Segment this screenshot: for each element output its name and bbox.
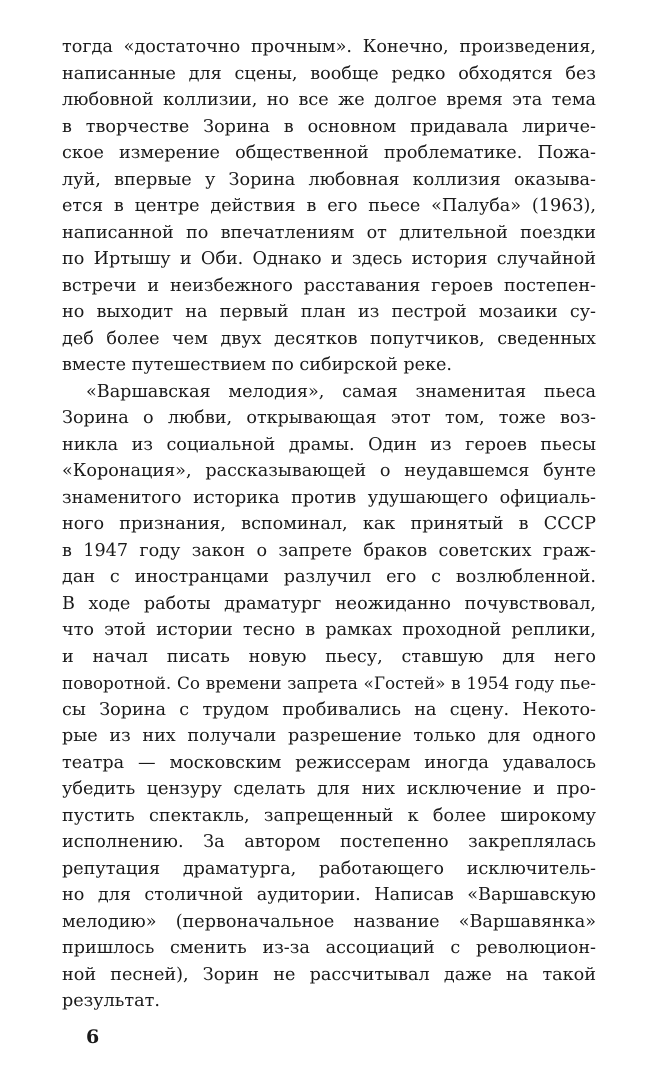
text-line: «Варшавская мелодия», самая знаменитая пьеса bbox=[86, 381, 596, 402]
text-line: но для столичной аудитории. Написав «Варшавскую bbox=[62, 885, 596, 905]
text-line: знаменитого историка против удушающего официаль- bbox=[62, 487, 596, 508]
text-line: в 1947 году закон о запрете браков советских граж- bbox=[62, 540, 596, 561]
text-line: Зорина о любви, открывающая этот том, тоже воз- bbox=[62, 408, 596, 428]
text-line: «Коронация», рассказывающей о неудавшемся бунте bbox=[62, 461, 596, 481]
body-text bbox=[62, 34, 596, 1015]
text-line: дан с иностранцами разлучил его с возлюбленной. bbox=[62, 567, 596, 587]
text-line: результат. bbox=[62, 991, 160, 1011]
text-line: поворотной. Со времени запрета «Гостей» в 1954 году пье- bbox=[62, 673, 596, 693]
text-line: ной песней), Зорин не рассчитывал даже на такой bbox=[62, 964, 596, 985]
text-line: деб более чем двух десятков попутчиков, сведенных bbox=[62, 328, 596, 349]
text-line: ного признания, вспоминал, как принятый в СССР bbox=[62, 514, 596, 534]
text-line: луй, впервые у Зорина любовная коллизия оказыва- bbox=[62, 169, 596, 190]
text-line: убедить цензуру сделать для них исключение и про- bbox=[62, 779, 596, 799]
text-line: репутация драматурга, работающего исключитель- bbox=[62, 858, 596, 879]
text-line: пустить спектакль, запрещенный к более широкому bbox=[62, 805, 596, 826]
text-line: театра — московским режиссерам иногда удавалось bbox=[62, 752, 596, 773]
text-line: но выходит на первый план из пестрой мозаики су- bbox=[62, 302, 596, 322]
paragraph-2 bbox=[62, 379, 596, 1015]
page-number: 6 bbox=[86, 1026, 100, 1048]
text-line: В ходе работы драматург неожиданно почувствовал, bbox=[62, 593, 596, 614]
text-line: встречи и неизбежного расставания героев постепен- bbox=[62, 275, 596, 296]
text-line: исполнению. За автором постепенно закреплялась bbox=[62, 832, 596, 852]
text-line: вместе путешествием по сибирской реке. bbox=[62, 355, 453, 375]
text-line: по Иртышу и Оби. Однако и здесь история случайной bbox=[62, 249, 596, 269]
text-line: рые из них получали разрешение только для одного bbox=[62, 726, 596, 746]
text-line: в творчестве Зорина в основном придавала лириче- bbox=[62, 116, 596, 137]
text-line: что этой истории тесно в рамках проходной реплики, bbox=[62, 620, 596, 640]
text-line: пришлось сменить из-за ассоциаций с революцион- bbox=[62, 938, 596, 958]
paragraph-1 bbox=[62, 34, 596, 379]
text-line: мелодию» (первоначальное название «Варшавянка» bbox=[62, 911, 596, 932]
text-line: сы Зорина с трудом пробивались на сцену. Некото- bbox=[62, 699, 596, 720]
text-line: ется в центре действия в его пьесе «Палуба» (1963), bbox=[62, 196, 596, 216]
text-line: никла из социальной драмы. Один из героев пьесы bbox=[62, 434, 596, 455]
text-line: любовной коллизии, но все же долгое время эта тема bbox=[62, 90, 596, 110]
text-line: ское измерение общественной проблематике. Пожа- bbox=[62, 143, 596, 163]
text-line: тогда «достаточно прочным». Конечно, произведения, bbox=[62, 37, 596, 57]
text-line: и начал писать новую пьесу, ставшую для него bbox=[62, 646, 596, 667]
text-line: написанные для сцены, вообще редко обходятся без bbox=[62, 63, 596, 84]
text-line: написанной по впечатлениям от длительной поездки bbox=[62, 222, 596, 243]
